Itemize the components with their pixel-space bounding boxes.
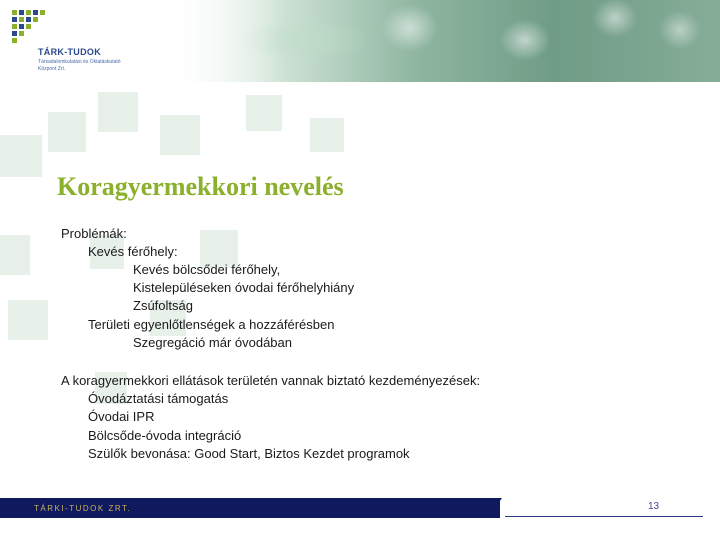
decorative-square — [48, 112, 86, 152]
footer-divider — [505, 516, 703, 517]
bullet-regional-inequality: Területi egyenlőtlenségek a hozzáférésben — [88, 317, 335, 332]
bullet-segregation: Szegregáció már óvodában — [133, 335, 292, 350]
decorative-square — [0, 235, 30, 275]
bullet-kindergarten-ipr: Óvodai IPR — [88, 409, 155, 424]
logo-title: TÁRK-TUDOK — [38, 47, 101, 57]
bullet-nursery-integration: Bölcsőde-óvoda integráció — [88, 428, 242, 443]
bullet-initiatives: A koragyermekkori ellátások területén vannak biztató kezdeményezések: — [61, 373, 481, 388]
decorative-square — [98, 92, 138, 132]
decorative-square — [0, 135, 42, 177]
page-number: 13 — [648, 501, 660, 512]
bullet-nursery-places: Kevés bölcsődei férőhely, — [133, 262, 281, 277]
header-banner — [0, 0, 720, 82]
bullet-parents-involvement: Szülők bevonása: Good Start, Biztos Kezdet programok — [88, 446, 410, 461]
bullet-problems: Problémák: — [61, 226, 127, 241]
footer-organization: TÁRKI-TUDOK ZRT. — [34, 504, 132, 513]
bullet-few-places: Kevés férőhely: — [88, 244, 178, 259]
slide-title: Koragyermekkori nevelés — [57, 172, 344, 201]
bullet-kindergarten-shortage: Kistelepüléseken óvodai férőhelyhiány — [133, 280, 355, 295]
logo-mark-icon — [12, 10, 46, 48]
decorative-square — [246, 95, 282, 131]
bullet-crowding: Zsúfoltság — [133, 298, 193, 313]
decorative-square — [310, 118, 344, 152]
decorative-square — [8, 300, 48, 340]
decorative-square — [160, 115, 200, 155]
bullet-kindergarten-support: Óvodáztatási támogatás — [88, 391, 229, 406]
logo-subtitle: Társadalomkutatási és Oktatáskutató Központ Zrt. — [38, 59, 121, 72]
